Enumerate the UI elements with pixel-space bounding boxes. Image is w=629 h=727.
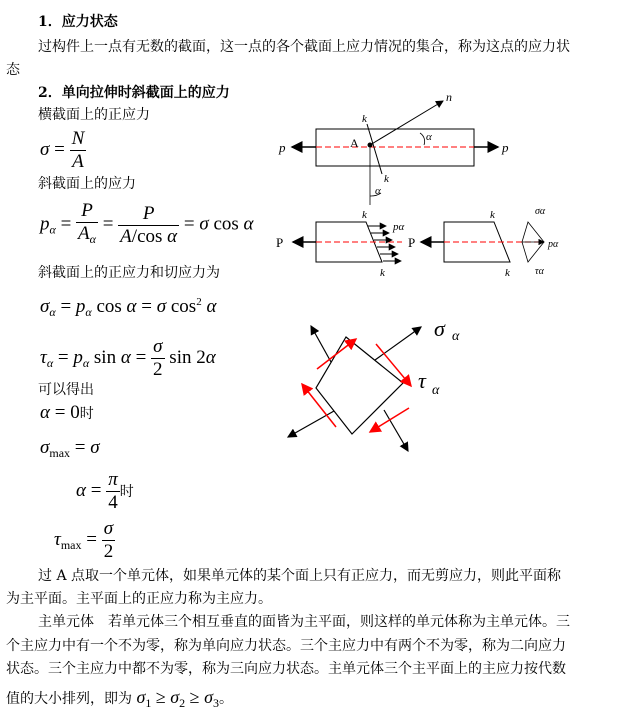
formula-sigma-alpha: $\sigma_\alpha = p_\alpha$ cos α = σ $\cos^2 \alpha$: [40, 296, 217, 319]
label-derive: 可以得出: [38, 382, 94, 398]
label-tau-a: τα: [535, 266, 544, 277]
label-k-bottom: k: [384, 173, 389, 185]
label-sigma-sub: α: [452, 329, 460, 344]
normal-vector-n: [370, 101, 443, 145]
shear-arrow-1: [317, 339, 356, 369]
label-alpha-bottom: α: [375, 185, 381, 197]
paragraph-line-last: 值的大小排列，即为 $\sigma_1 \ge \sigma_2 \ge \sigma_3$。: [6, 687, 233, 710]
paragraph-line: 态: [6, 62, 20, 78]
formula-tau-alpha: $\tau_\alpha = p_\alpha$ sin α = $\frac{\sigma}{2}$ sin 2α: [40, 336, 216, 380]
paragraph-line: 为主平面。主平面上的正应力称为主应力。: [6, 591, 272, 607]
paragraph-line: 状态。三个主应力中都不为零，称为三向应力状态。主单元体三个主平面上的主应力按代数: [6, 661, 566, 677]
label-k-bottom-3: k: [505, 267, 510, 279]
condition-alpha-pi-4: α = $\frac{\pi}{4}$ 时: [76, 469, 134, 513]
normal-arrow-nw: [311, 326, 331, 362]
label-k-top: k: [362, 113, 367, 125]
paragraph-line: 过构件上一点有无数的截面，这一点的各个截面上应力情况的集合，称为这点的应力状: [38, 39, 570, 55]
angle-arc-top: [420, 133, 425, 145]
label-a: A: [350, 136, 359, 150]
label-P-right: P: [408, 235, 416, 250]
paragraph-line: 过 A 点取一个单元体，如果单元体的某个面上只有正应力，而无剪应力，则此平面称: [38, 568, 562, 584]
label-pa-2: pα: [548, 239, 559, 250]
stress-element: [288, 316, 460, 451]
label-oblique-section: 斜截面上的应力: [38, 176, 136, 192]
label-normal-shear: 斜截面上的正应力和切应力为: [38, 265, 220, 281]
formula-tau-max: $\tau_{max}$ = $\frac{\sigma}{2}$: [54, 518, 114, 562]
condition-alpha-zero: α = 0时: [40, 402, 94, 423]
formula-sigma-n-over-a: σ = $\frac{N}{A}$: [40, 128, 85, 172]
shear-arrow-3: [370, 408, 409, 432]
label-sigma: σ: [434, 316, 445, 341]
paragraph-line: 主单元体 若单元体三个相互垂直的面皆为主平面，则这样的单元体称为主单元体。三: [38, 614, 570, 630]
label-k-top-2: k: [362, 209, 367, 221]
label-tau: τ: [418, 368, 426, 393]
label-P-left: P: [276, 235, 284, 250]
formula-sigma-max: $\sigma_{max} = \sigma$: [40, 437, 100, 460]
label-p-left: p: [279, 140, 286, 155]
section-heading-2: 2．单向拉伸时斜截面上的应力: [38, 85, 230, 101]
label-k-top-3: k: [490, 209, 495, 221]
formula-p-alpha: $p_\alpha$ = $\frac{P}{A_\alpha}$ = $\frac{P}{\text{A/cos α}}$ = σ cos α: [40, 200, 254, 247]
label-pa: pα: [393, 221, 405, 233]
normal-arrow-ne: [375, 327, 421, 360]
label-k-bottom-2: k: [380, 267, 385, 279]
shear-arrow-4: [302, 384, 336, 427]
label-sigma-a: σα: [535, 206, 546, 217]
paragraph-line: 个主应力中有一个不为零，称为单向应力状态。三个主应力中有两个不为零，称为二向应力: [6, 638, 566, 654]
section-heading-1: 1．应力状态: [38, 14, 118, 30]
label-cross-section: 横截面上的正应力: [38, 107, 150, 123]
label-alpha-top: α: [426, 131, 432, 143]
label-n: n: [446, 90, 452, 104]
label-p-right: p: [502, 140, 509, 155]
label-tau-sub: α: [432, 383, 440, 398]
